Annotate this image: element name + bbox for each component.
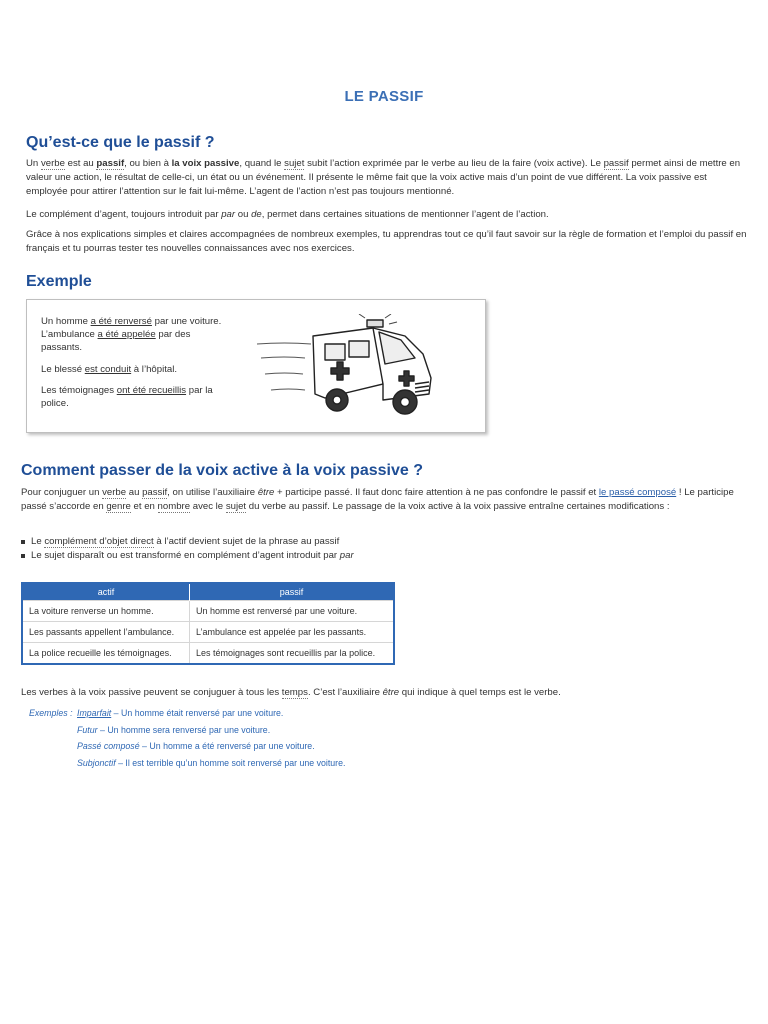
paragraph-agent: Le complément d’agent, toujours introduit par par ou de, permet dans certaines situations de mentionner l’agent de l’action.: [26, 209, 549, 220]
glossary-link-passif-2[interactable]: passif: [603, 158, 629, 169]
table-header-passif: passif: [190, 583, 395, 601]
table-cell: L’ambulance est appelée par les passants.: [190, 622, 395, 643]
ambulance-illustration: [255, 314, 455, 422]
glossary-link-temps[interactable]: temps: [281, 687, 308, 698]
examples-label: Exemples :: [29, 708, 73, 718]
example-line: Imparfait – Un homme était renversé par une voiture.: [77, 708, 284, 718]
section-heading-how-to: Comment passer de la voix active à la voix passive ?: [21, 462, 423, 479]
table-header-actif: actif: [22, 583, 190, 601]
example-sentence-1: Un homme a été renversé par une voiture. L’ambulance a été appelée par des passants.: [41, 316, 222, 353]
glossary-link-verbe[interactable]: verbe: [40, 158, 65, 169]
glossary-link-verbe-2[interactable]: verbe: [102, 487, 127, 498]
table-cell: Les témoignages sont recueillis par la police.: [190, 643, 395, 665]
table-cell: La voiture renverse un homme.: [22, 601, 190, 622]
glossary-link-cod[interactable]: complément d’objet direct: [44, 536, 154, 547]
passe-compose-link[interactable]: le passé composé: [598, 487, 677, 498]
table-cell: Les passants appellent l’ambulance.: [22, 622, 190, 643]
example-sentence-3: Les témoignages ont été recueillis par la police.: [41, 385, 213, 409]
glossary-link-genre[interactable]: genre: [106, 501, 131, 512]
active-passive-table: [21, 582, 395, 665]
paragraph-conjugation: Pour conjuguer un verbe au passif, on utilise l’auxiliaire être + participe passé. Il faut donc faire attention à ne pas confondre le passif et le passé composé ! Le participe passé s’accorde en genre et en nombre avec le sujet du verbe au passif. Le passage de la voix active à la voix passive entraîne certaines modifications :: [21, 487, 734, 512]
modifications-list: [21, 535, 354, 563]
table-cell: Un homme est renversé par une voiture.: [190, 601, 395, 622]
example-line: Passé composé – Un homme a été renversé par une voiture.: [77, 741, 315, 751]
glossary-link-passif-3[interactable]: passif: [142, 487, 168, 498]
glossary-link-nombre[interactable]: nombre: [157, 501, 191, 512]
examples-list: [77, 705, 345, 771]
section-heading-what-is-passive: Qu’est-ce que le passif ?: [26, 134, 215, 151]
example-line: Futur – Un homme sera renversé par une voiture.: [77, 724, 271, 735]
paragraph-tenses: Les verbes à la voix passive peuvent se conjuguer à tous les temps. C’est l’auxiliaire être qui indique à quel temps est le verbe.: [21, 687, 561, 698]
list-item: Le sujet disparaît ou est transformé en complément d’agent introduit par par: [21, 549, 354, 563]
glossary-link-sujet[interactable]: sujet: [284, 158, 305, 169]
example-line: Subjonctif – Il est terrible qu’un homme soit renversé par une voiture.: [77, 757, 346, 768]
glossary-link-passif[interactable]: passif: [96, 158, 125, 169]
example-sentence-2: Le blessé est conduit à l’hôpital.: [41, 364, 178, 375]
glossary-link-sujet-2[interactable]: sujet: [225, 501, 247, 512]
table-row: [22, 601, 394, 622]
table-row: [22, 622, 394, 643]
example-box: [26, 299, 486, 433]
table-cell: La police recueille les témoignages.: [22, 643, 190, 665]
section-heading-example: Exemple: [26, 273, 92, 290]
table-row: [22, 643, 394, 665]
paragraph-definition: Un verbe est au passif, ou bien à la voix passive, quand le sujet subit l’action exprimée par le verbe au lieu de la faire (voix active). Le passif permet ainsi de mettre en valeur une action, le résultat de celle-ci, un état ou un événement. Il présente le même fait que la voix active mais d’un point de vue différent. La voix passive est employée pour attirer l’attention sur le fait lui-même. L’agent de l’action n’est pas toujours mentionné.: [26, 158, 741, 197]
paragraph-intro: Grâce à nos explications simples et claires accompagnées de nombreux exemples, tu apprendras tout ce qu’il faut savoir sur la règle de formation et l’emploi du passif en français et tu pourras tester tes nouvelles connaissances avec nos exercices.: [26, 229, 747, 254]
list-item: Le complément d’objet direct à l’actif devient sujet de la phrase au passif: [21, 535, 354, 549]
page-title: LE PASSIF: [344, 88, 424, 105]
